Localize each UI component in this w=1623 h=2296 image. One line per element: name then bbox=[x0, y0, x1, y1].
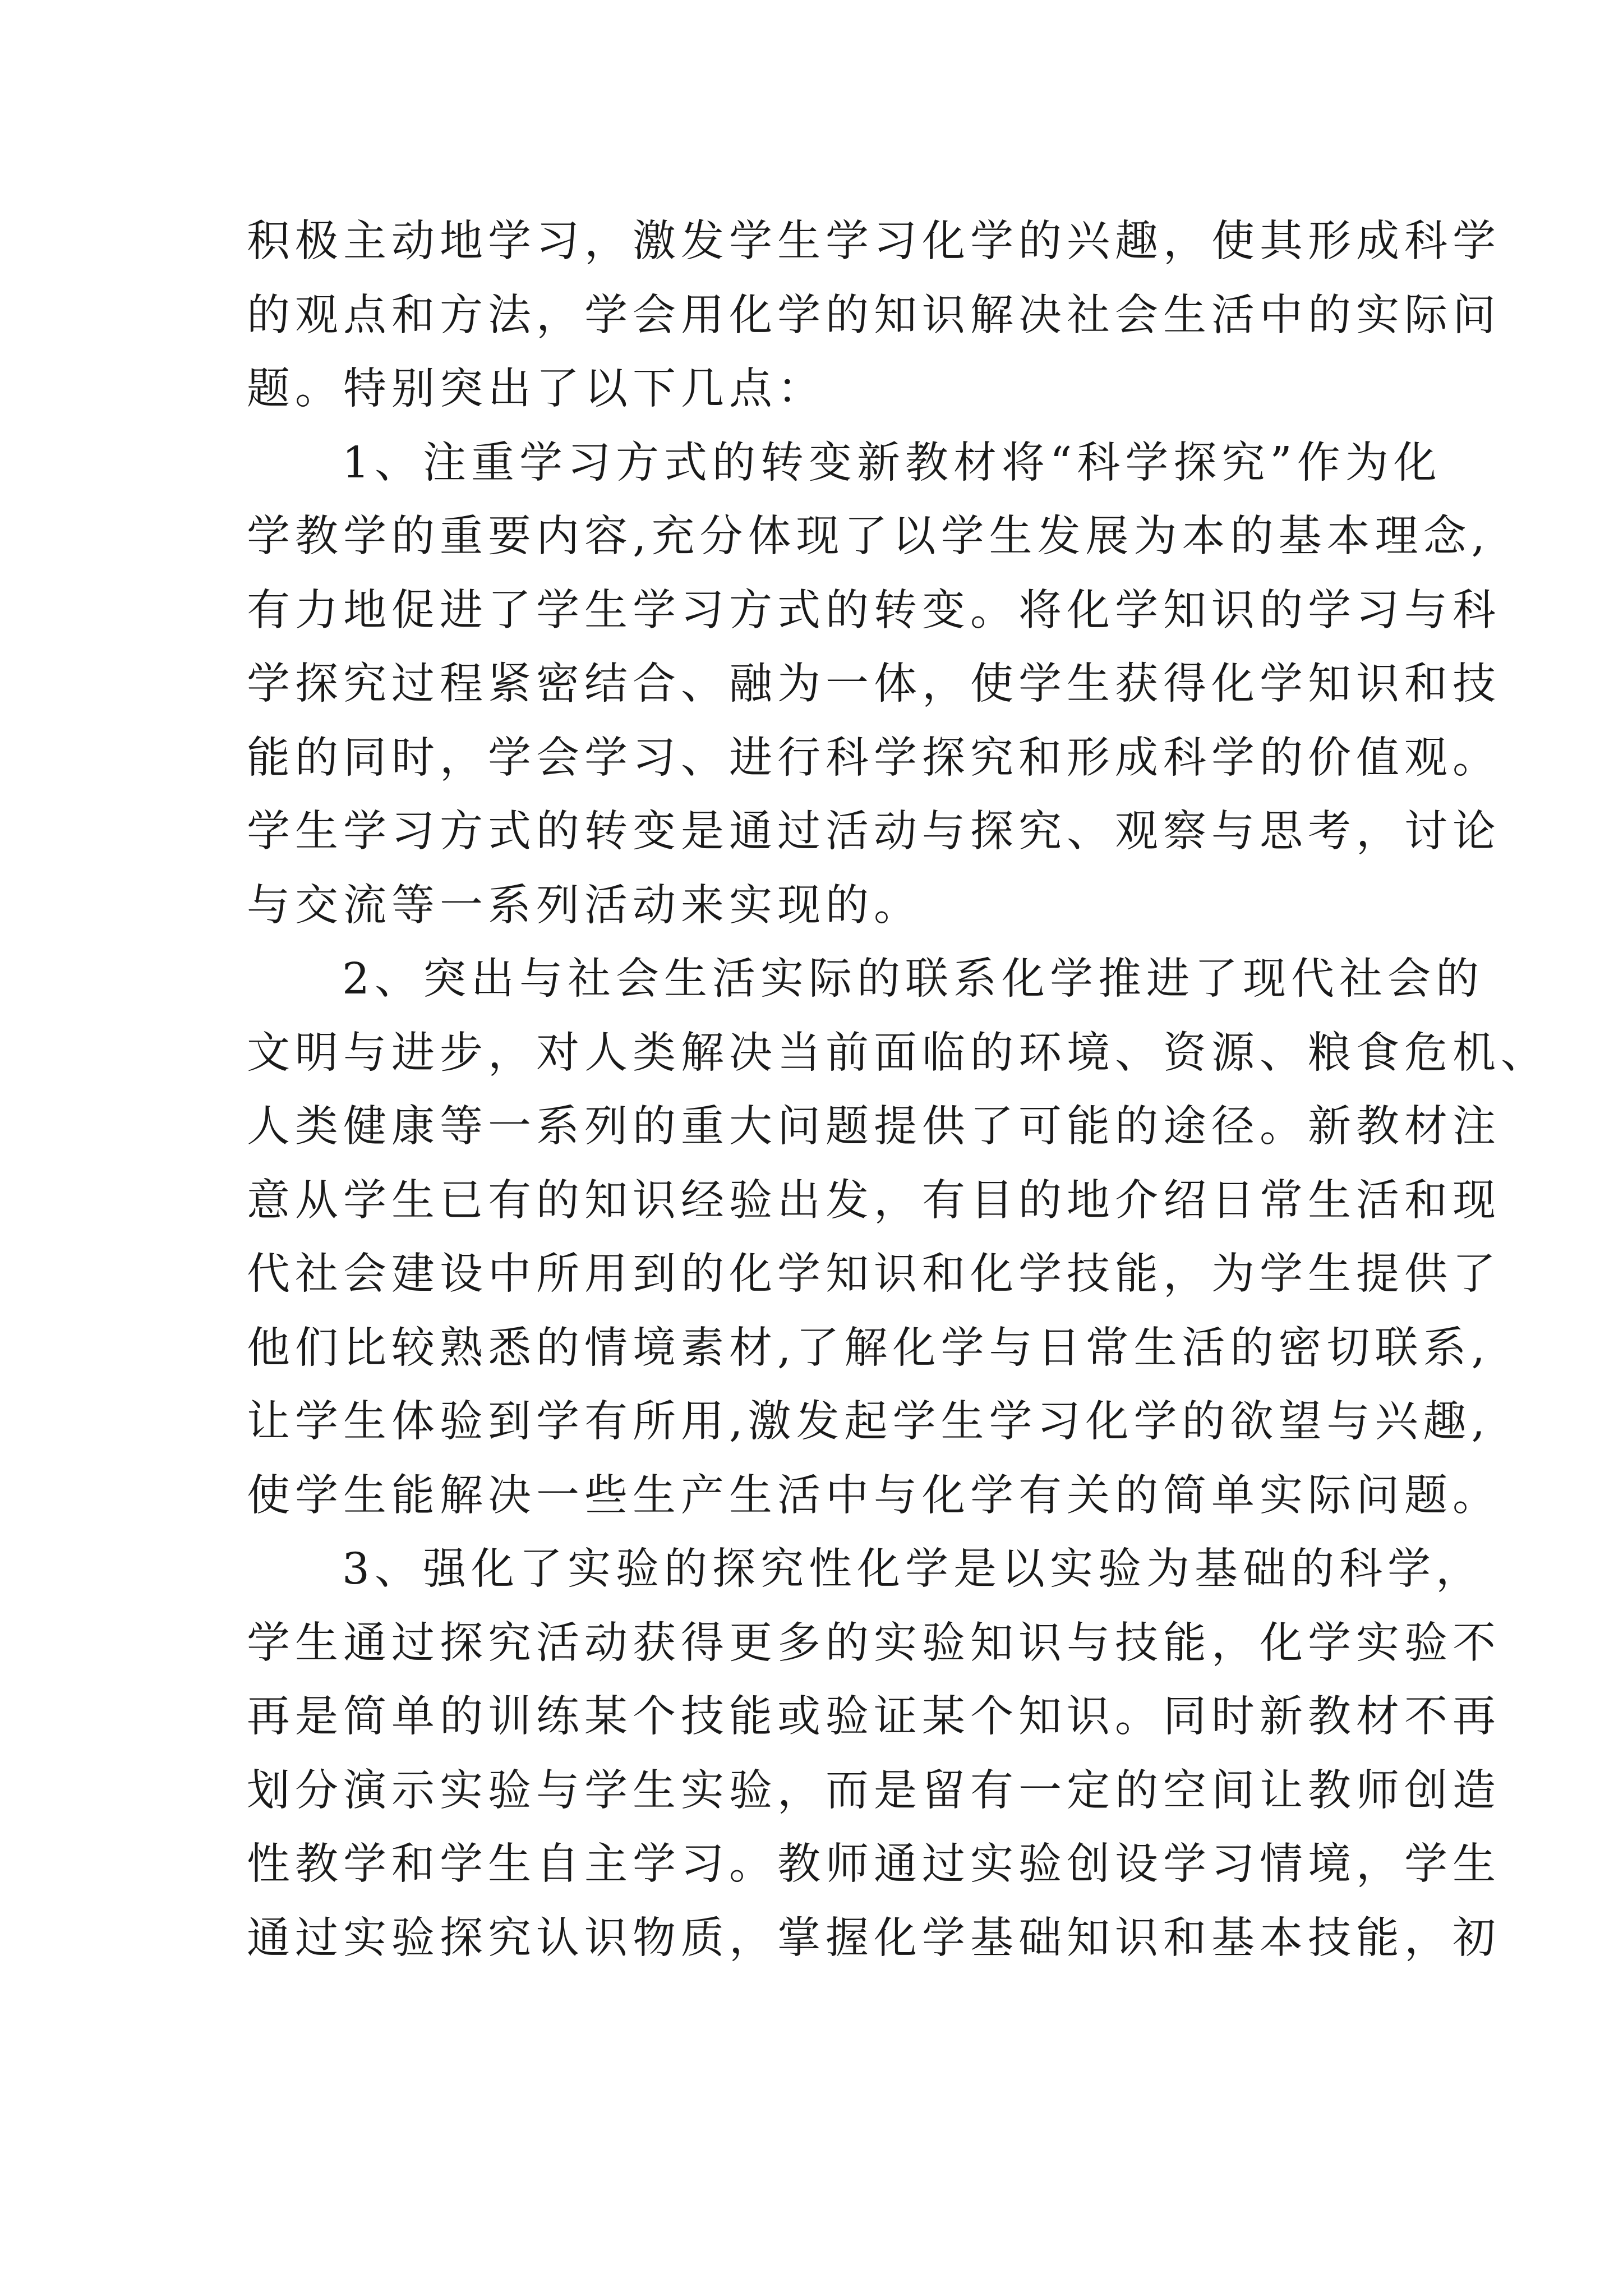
text-line: 他们比较熟悉的情境素材,了解化学与日常生活的密切联系, bbox=[247, 1323, 1490, 1373]
paragraph-3 bbox=[247, 1533, 1501, 1975]
text-line: 划分演示实验与学生实验，而是留有一定的空间让教师创造 bbox=[247, 1765, 1501, 1816]
paragraph-continuation bbox=[247, 205, 1501, 426]
text-line: 能的同时，学会学习、进行科学探究和形成科学的价值观。 bbox=[247, 733, 1501, 783]
text-line: 学生学习方式的转变是通过活动与探究、观察与思考，讨论 bbox=[247, 807, 1501, 857]
text-line: 2、突出与社会生活实际的联系化学推进了现代社会的 bbox=[342, 954, 1484, 1004]
text-line: 题。特别突出了以下几点： bbox=[247, 364, 826, 414]
text-line: 让学生体验到学有所用,激发起学生学习化学的欲望与兴趣, bbox=[247, 1397, 1490, 1447]
text-line: 学探究过程紧密结合、融为一体，使学生获得化学知识和技 bbox=[247, 659, 1501, 709]
text-line: 学生通过探究活动获得更多的实验知识与技能，化学实验不 bbox=[247, 1618, 1501, 1668]
paragraph-2 bbox=[247, 942, 1549, 1533]
paragraph-1 bbox=[247, 426, 1501, 943]
text-line: 人类健康等一系列的重大问题提供了可能的途径。新教材注 bbox=[247, 1102, 1501, 1152]
text-line: 文明与进步，对人类解决当前面临的环境、资源、粮食危机、 bbox=[247, 1028, 1549, 1078]
text-line: 再是简单的训练某个技能或验证某个知识。同时新教材不再 bbox=[247, 1692, 1501, 1742]
text-line: 积极主动地学习，激发学生学习化学的兴趣，使其形成科学 bbox=[247, 217, 1501, 266]
text-line: 通过实验探究认识物质，掌握化学基础知识和基本技能，初 bbox=[247, 1913, 1501, 1963]
text-line: 学教学的重要内容,充分体现了以学生发展为本的基本理念, bbox=[247, 512, 1490, 562]
body-text bbox=[247, 205, 1549, 1975]
text-line: 与交流等一系列活动来实现的。 bbox=[247, 880, 922, 931]
text-line: 有力地促进了学生学习方式的转变。将化学知识的学习与科 bbox=[247, 585, 1501, 636]
text-line: 代社会建设中所用到的化学知识和化学技能，为学生提供了 bbox=[247, 1249, 1501, 1299]
text-line: 的观点和方法，学会用化学的知识解决社会生活中的实际问 bbox=[247, 290, 1501, 341]
text-line: 3、强化了实验的探究性化学是以实验为基础的科学， bbox=[342, 1544, 1484, 1594]
text-line: 意从学生已有的知识经验出发，有目的地介绍日常生活和现 bbox=[247, 1175, 1501, 1226]
text-line: 使学生能解决一些生产生活中与化学有关的简单实际问题。 bbox=[247, 1470, 1501, 1521]
text-line: 1、注重学习方式的转变新教材将“科学探究”作为化 bbox=[342, 438, 1442, 488]
text-line: 性教学和学生自主学习。教师通过实验创设学习情境，学生 bbox=[247, 1839, 1501, 1889]
